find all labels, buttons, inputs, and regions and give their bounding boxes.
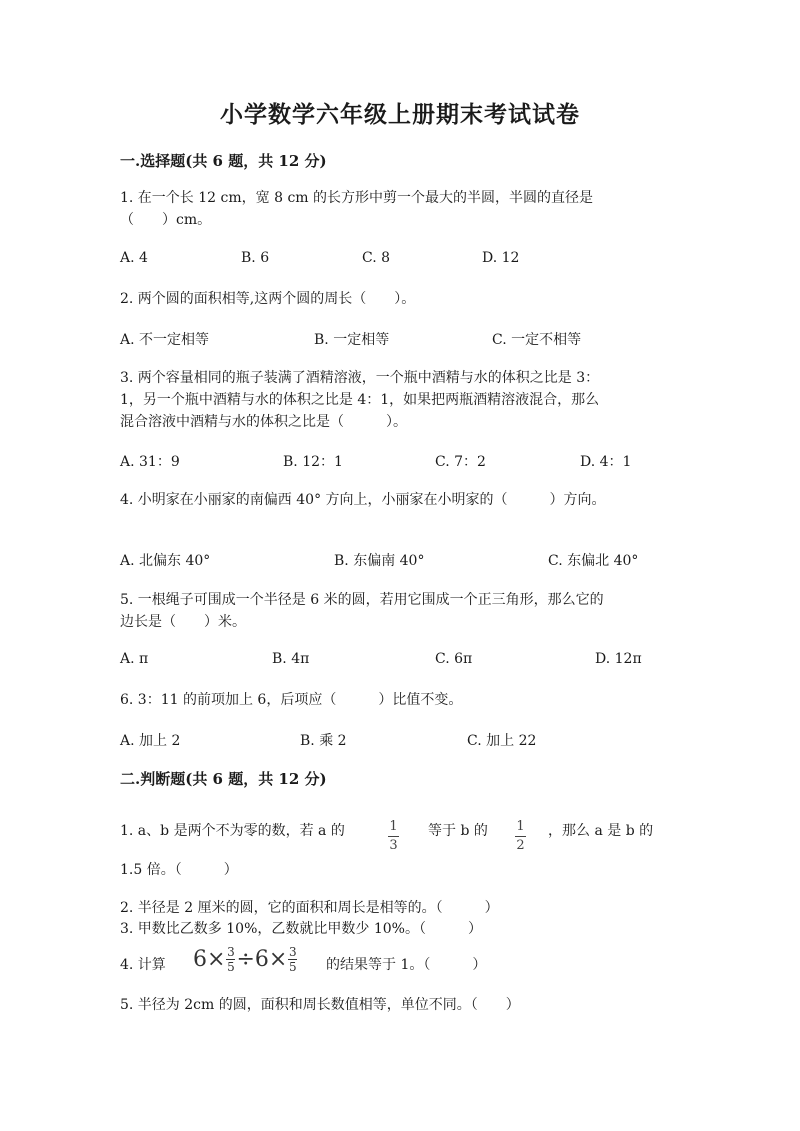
fraction-denominator: 3 [389,838,398,853]
fraction-numerator: 3 [288,945,297,959]
q1-option-d: D. 12 [482,250,520,266]
fraction-numerator: 1 [389,819,398,834]
times-sign: × [207,947,226,972]
fraction-denominator: 5 [227,960,235,974]
q2-option-b: B. 一定相等 [314,332,390,348]
q4-option-b: B. 东偏南 40° [334,553,425,569]
q1-option-c: C. 8 [362,250,391,266]
question-2-line-1: 2. 两个圆的面积相等,这两个圆的周长（ ）。 [120,291,416,307]
q6-option-c: C. 加上 22 [467,733,537,749]
judge-1-suffix: ，那么 a 是 b 的 [548,823,654,839]
question-5-line-1: 5. 一根绳子可围成一个半径是 6 米的圆，若用它围成一个正三角形，那么它的 [120,592,604,608]
question-6-line-1: 6. 3：11 的前项加上 6，后项应（ ）比值不变。 [120,692,463,708]
fraction-denominator: 2 [516,838,525,853]
q3-option-d: D. 4：1 [580,454,632,470]
q5-option-b: B. 4π [272,651,310,667]
judge-4-prefix: 4. 计算 [120,957,166,973]
question-1-line-2: （ ）cm。 [120,212,212,228]
judge-1-prefix: 1. a、b 是两个不为零的数，若 a 的 [120,823,345,839]
q3-option-a: A. 31：9 [120,454,180,470]
expr-number: 6 [193,947,207,972]
question-5-line-2: 边长是（ ）米。 [120,614,246,630]
judge-5: 5. 半径为 2cm 的圆，面积和周长数值相等，单位不同。（ ） [120,997,520,1013]
question-4-line-1: 4. 小明家在小丽家的南偏西 40° 方向上，小丽家在小明家的（ ）方向。 [120,492,606,508]
fraction-numerator: 1 [516,819,525,834]
expr-number: 6 [254,947,269,972]
question-3-line-1: 3. 两个容量相同的瓶子装满了酒精溶液，一个瓶中酒精与水的体积之比是 3： [120,370,600,386]
q3-option-b: B. 12：1 [283,454,343,470]
fraction-denominator: 5 [288,960,297,974]
judge-1-fraction-2 [515,815,526,853]
q1-option-b: B. 6 [241,250,270,266]
question-1-line-1: 1. 在一个长 12 cm，宽 8 cm 的长方形中剪一个最大的半圆，半圆的直径是 [120,190,594,206]
q2-option-a: A. 不一定相等 [120,332,210,348]
divide-sign: ÷ [236,947,255,972]
q6-option-b: B. 乘 2 [300,733,347,749]
judge-3: 3. 甲数比乙数多 10%，乙数就比甲数少 10%。（ ） [120,921,482,937]
q4-option-a: A. 北偏东 40° [120,553,211,569]
section-heading-judge: 二.判断题(共 6 题，共 12 分) [120,770,327,788]
q5-option-c: C. 6π [435,651,473,667]
q5-option-a: A. π [120,651,149,667]
page-title: 小学数学六年级上册期末考试试卷 [220,101,580,128]
q5-option-d: D. 12π [595,651,642,667]
times-sign: × [268,947,288,972]
q4-option-c: C. 东偏北 40° [548,553,639,569]
judge-2: 2. 半径是 2 厘米的圆，它的面积和周长是相等的。（ ） [120,900,499,916]
judge-4-suffix: 的结果等于 1。（ ） [326,957,487,973]
fraction-numerator: 3 [227,945,235,959]
q3-option-c: C. 7：2 [435,454,486,470]
section-heading-choice: 一.选择题(共 6 题，共 12 分) [120,152,327,170]
judge-1-fraction-1 [388,815,399,853]
q2-option-c: C. 一定不相等 [492,332,582,348]
q6-option-a: A. 加上 2 [120,733,181,749]
question-3-line-3: 混合溶液中酒精与水的体积之比是（ ）。 [120,414,407,430]
question-3-line-2: 1，另一个瓶中酒精与水的体积之比是 4：1，如果把两瓶酒精溶液混合，那么 [120,392,600,408]
q1-option-a: A. 4 [120,250,148,266]
judge-4-expression [193,946,298,973]
judge-1-mid: 等于 b 的 [428,823,488,839]
judge-1-line-2: 1.5 倍。（ ） [120,862,238,878]
